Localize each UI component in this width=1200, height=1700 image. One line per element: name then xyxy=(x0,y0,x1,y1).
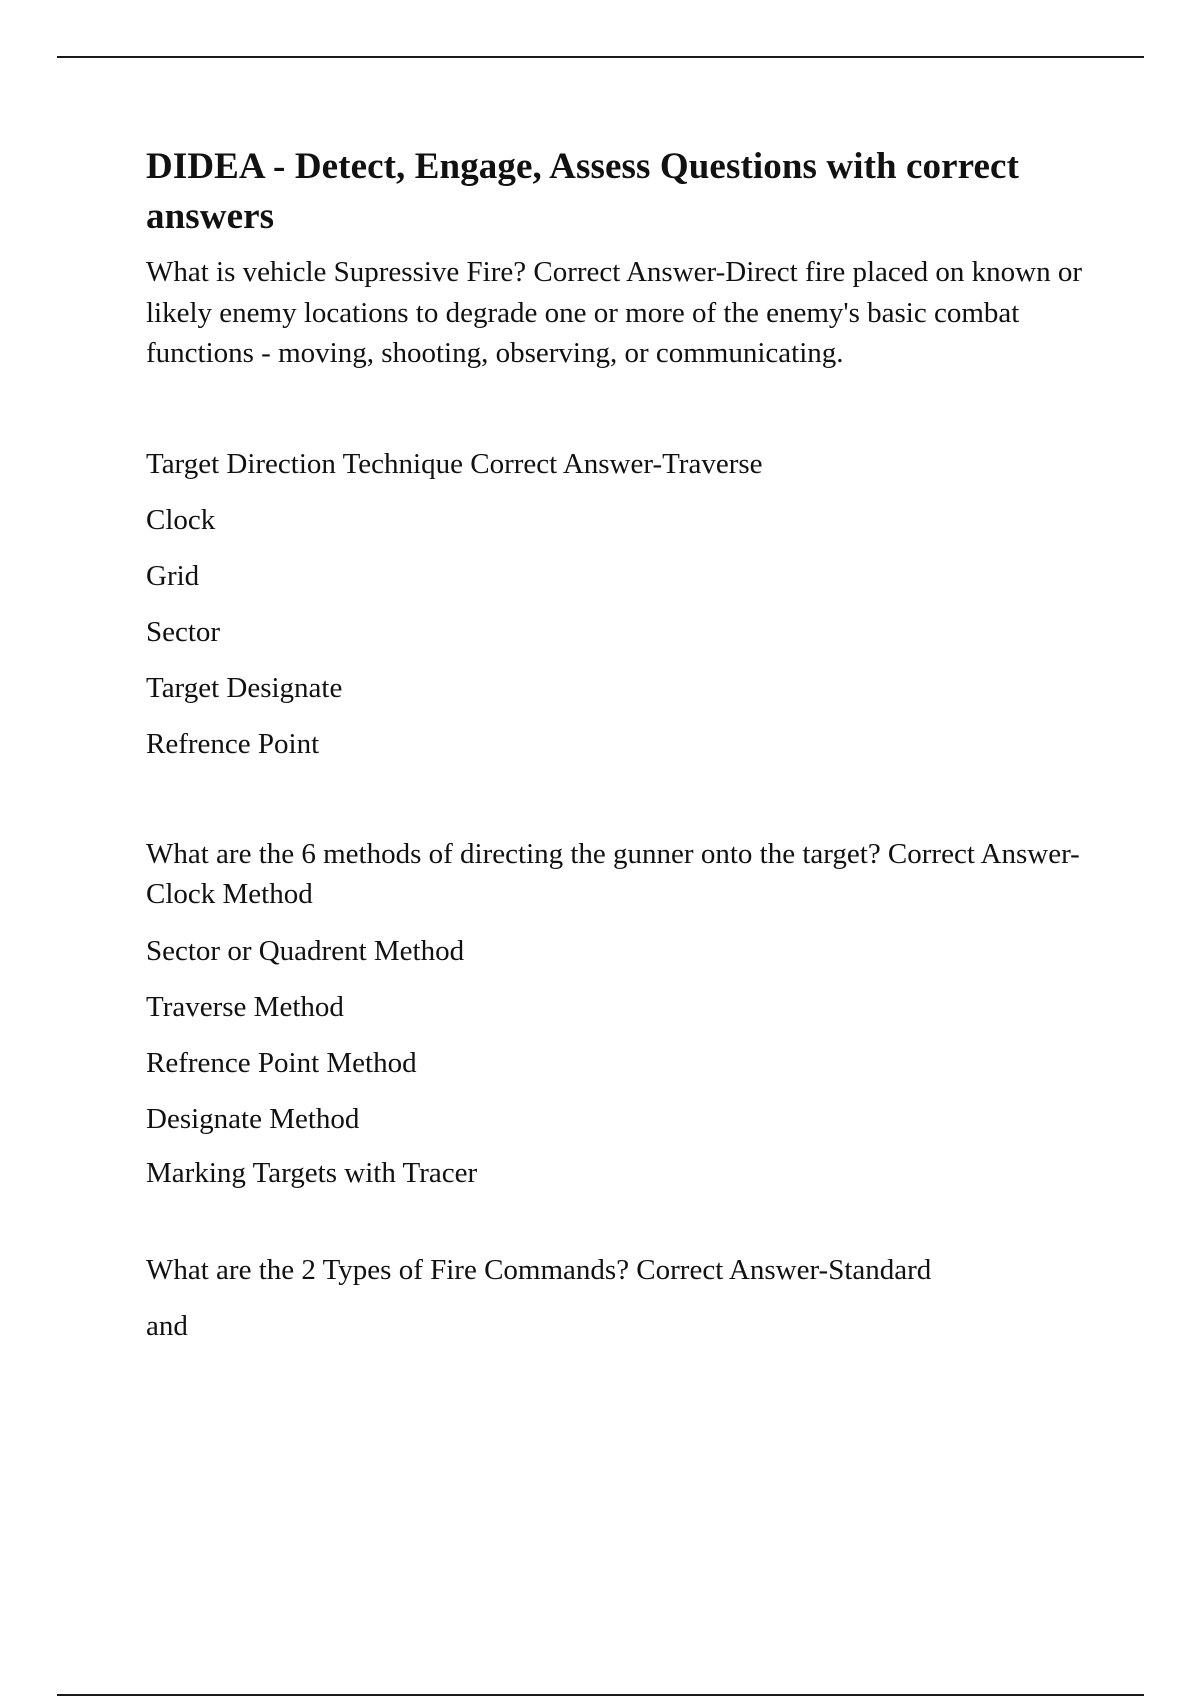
qa-4-text: What are the 2 Types of Fire Commands? Correct Answer-Standard xyxy=(146,1253,932,1286)
qa-3-item: Traverse Method xyxy=(146,990,344,1023)
spacer xyxy=(146,374,1086,444)
qa-3-item: Marking Targets with Tracer xyxy=(146,1156,478,1189)
spacer xyxy=(146,1193,1086,1250)
qa-2-text: Target Direction Technique Correct Answer-Traverse xyxy=(146,447,763,480)
qa-2-item: Sector xyxy=(146,615,221,648)
qa-3-item: Designate Method xyxy=(146,1102,360,1135)
spacer xyxy=(146,764,1086,834)
qa-2-item: Target Designate xyxy=(146,671,343,704)
qa-3-item: Sector or Quadrent Method xyxy=(146,934,465,967)
bottom-rule xyxy=(57,1694,1144,1696)
qa-2-item: Refrence Point xyxy=(146,727,320,760)
qa-3-item: Refrence Point Method xyxy=(146,1046,417,1079)
qa-3-text: What are the 6 methods of directing the gunner onto the target? Correct Answer-Clock Method xyxy=(146,837,1080,910)
qa-2-item: Clock xyxy=(146,503,216,536)
document-body xyxy=(146,142,1086,1346)
qa-1-text: What is vehicle Supressive Fire? Correct Answer-Direct fire placed on known or likely enemy locations to degrade one or more of the enemy's basic combat functions - moving, shooting, observing, or communicating. xyxy=(146,256,1082,369)
top-rule xyxy=(57,56,1144,58)
qa-2-item: Grid xyxy=(146,559,200,592)
document-title: DIDEA - Detect, Engage, Assess Questions with correct answers xyxy=(146,146,1019,237)
qa-4-item: and xyxy=(146,1309,188,1342)
